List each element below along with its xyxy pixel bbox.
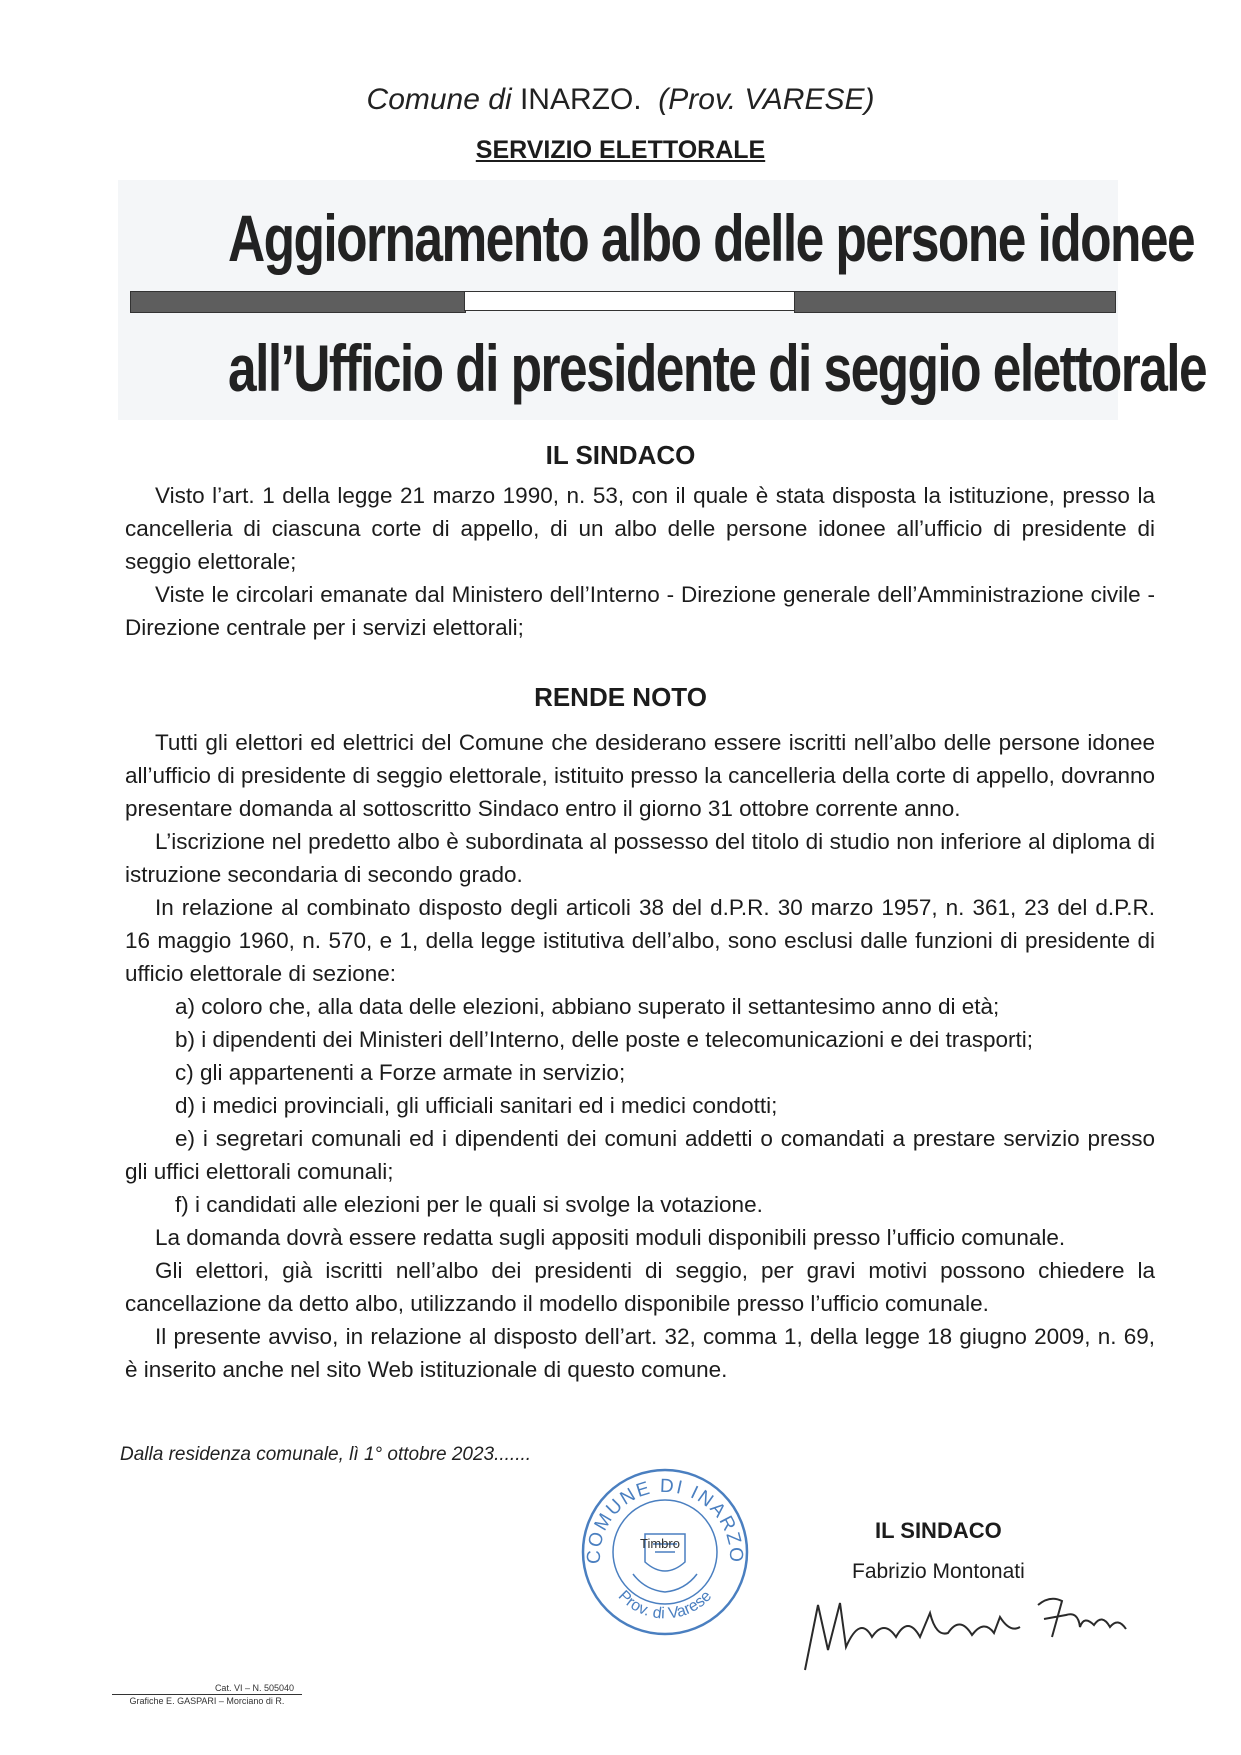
sindaco-heading: IL SINDACO [545,440,696,470]
paragraph-domanda: La domanda dovrà essere redatta sugli appositi moduli disponibili presso l’ufficio comunale. [155,1225,1066,1250]
paragraph-esclusi: In relazione al combinato disposto degli articoli 38 del d.P.R. 30 marzo 1957, n. 361, 23 del d.P.R. 16 maggio 1960, n. 570, e 1, della legge istitutiva dell’albo, sono esclusi dalle funzioni di presidente di ufficio elettorale di sezione: [125,895,1155,986]
handwritten-signature [780,1575,1140,1685]
list-item-a: a) coloro che, alla data delle elezioni, abbiano superato il settantesimo anno di età; [175,994,1000,1019]
stamp-label: Timbro [640,1536,680,1551]
paragraph-cancellazione: Gli elettori, già iscritti nell’albo dei presidenti di seggio, per gravi motivi possono chiedere la cancellazione da detto albo, utilizzando il modello disponibile presso l’ufficio comunale. [125,1258,1155,1316]
province: (Prov. VARESE) [658,83,875,116]
servizio-title: SERVIZIO ELETTORALE [475,136,766,164]
title-banner [118,180,1207,420]
paragraph-titolo-studio: L’iscrizione nel predetto albo è subordinata al possesso del titolo di studio non inferiore al diploma di istruzione secondaria di secondo grado. [125,829,1155,887]
date-line: Dalla residenza comunale, lì 1° ottobre 2023....... [120,1444,532,1465]
svg-text:Prov. di Varese [615,1588,715,1623]
municipal-stamp [575,1462,755,1642]
paragraph-iscrizione: Tutti gli elettori ed elettrici del Comune che desiderano essere iscritti nell’albo delle persone idonee all’ufficio di presidente di seggio elettorale, istituito presso la cancelleria della corte di appello, dovranno presentare domanda al sottoscritto Sindaco entro il giorno 31 ottobre corrente anno. [125,730,1155,821]
printer-name: Grafiche E. GASPARI – Morciano di R. [129,1696,285,1706]
list-item-f: f) i candidati alle elezioni per le quali si svolge la votazione. [175,1192,763,1217]
rende-noto-block [125,726,1155,1386]
banner-title-line2: all’Ufficio di presidente di seggio elettorale [228,331,1207,405]
banner-rule-right [794,291,1116,313]
list-item-e: e) i segretari comunali ed i dipendenti dei comuni addetti o comandati a prestare servizio presso gli uffici elettorali comunali; [125,1126,1155,1184]
comune-prefix: Comune di [366,83,520,116]
signature-title: IL SINDACO [875,1518,1002,1543]
banner-title-line1: Aggiornamento albo delle persone idonee [228,201,1195,275]
banner-rule-middle [464,291,796,311]
printer-credit [112,1682,302,1707]
stamp-text: COMUNE DI INARZO [583,1475,747,1565]
rende-noto-heading: RENDE NOTO [534,682,707,712]
list-item-d: d) i medici provinciali, gli ufficiali sanitari ed i medici condotti; [175,1093,778,1118]
visto-block [125,479,1155,644]
list-item-b: b) i dipendenti dei Ministeri dell’Interno, delle poste e telecomunicazioni e dei trasporti; [175,1027,1033,1052]
comune-name: INARZO. [519,83,642,116]
comune-header [0,80,1241,120]
paragraph-avviso: Il presente avviso, in relazione al disposto dell’art. 32, comma 1, della legge 18 giugno 2009, n. 69, è inserito anche nel sito Web istituzionale di questo comune. [125,1324,1155,1382]
signer-name: Fabrizio Montonati [852,1560,1025,1583]
catalog-number: Cat. VI – N. 505040 [112,1682,302,1695]
banner-rule-left [130,291,466,313]
list-item-c: c) gli appartenenti a Forze armate in servizio; [175,1060,626,1085]
visto-paragraph: Visto l’art. 1 della legge 21 marzo 1990, n. 53, con il quale è stata disposta la istituzione, presso la cancelleria di ciascuna corte di appello, di un albo delle persone idonee all’ufficio di presidente di seggio elettorale; [125,483,1155,574]
stamp-subtext: Prov. di Varese [614,1587,716,1623]
viste-paragraph: Viste le circolari emanate dal Ministero dell’Interno - Direzione generale dell’Amministrazione civile - Direzione centrale per i servizi elettorali; [125,582,1155,640]
